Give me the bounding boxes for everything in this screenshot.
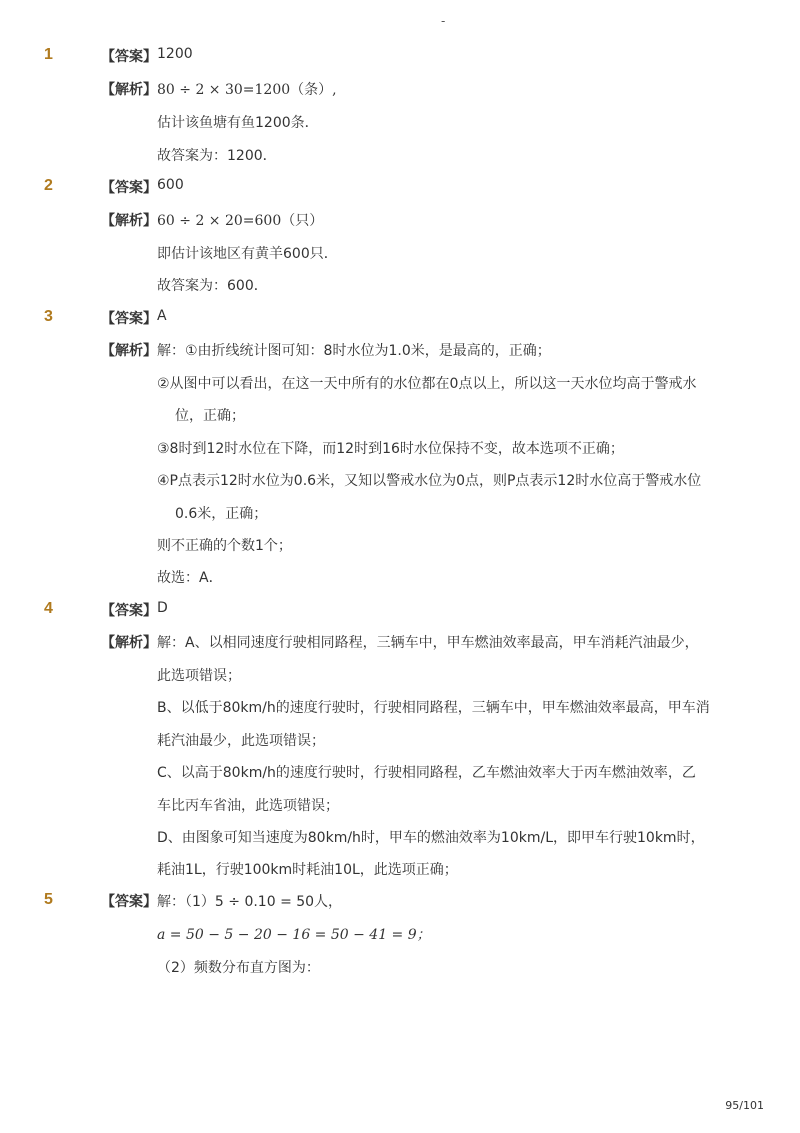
answer-label: 【答案】 xyxy=(101,311,157,327)
analysis-line: 车比丙车省油，此选项错误； xyxy=(157,798,339,814)
analysis-line: C、以高于80km/h的速度行驶时，行驶相同路程，乙车燃油效率大于丙车燃油效率，乙 xyxy=(157,765,696,781)
analysis-line: 位，正确； xyxy=(175,408,245,424)
question-number: 5 xyxy=(44,891,53,908)
top-mark: - xyxy=(441,14,446,28)
analysis-line: B、以低于80km/h的速度行驶时，行驶相同路程，三辆车中，甲车燃油效率最高，甲车消 xyxy=(157,700,710,716)
analysis-line: 此选项错误； xyxy=(157,668,241,684)
question-number: 4 xyxy=(44,600,53,617)
answer-label: 【答案】 xyxy=(101,894,157,910)
analysis-line: 估计该鱼塘有鱼1200条． xyxy=(157,115,319,131)
analysis-line: ④P点表示12时水位为0.6米，又知以警戒水位为0点，则P点表示12时水位高于警戒水位 xyxy=(157,473,702,489)
analysis-line: D、由图象可知当速度为80km/h时，甲车的燃油效率为10km/L，即甲车行驶10km时， xyxy=(157,830,705,846)
analysis-line: （2）频数分布直方图为： xyxy=(157,960,320,976)
analysis-line: 即估计该地区有黄羊600只． xyxy=(157,246,338,262)
analysis-line: 解：A、以相同速度行驶相同路程，三辆车中，甲车燃油效率最高，甲车消耗汽油最少， xyxy=(157,635,699,651)
analysis-line: 故答案为：1200． xyxy=(157,148,277,164)
analysis-line: ③8时到12时水位在下降，而12时到16时水位保持不变，故本选项不正确； xyxy=(157,441,624,457)
analysis-line: 耗汽油最少，此选项错误； xyxy=(157,733,325,749)
answer-text: A xyxy=(157,308,167,324)
answer-text: 1200 xyxy=(157,46,193,62)
question-number: 1 xyxy=(44,46,53,63)
question-number: 2 xyxy=(44,177,53,194)
analysis-line: a = 50 − 5 − 20 − 16 = 50 − 41 = 9； xyxy=(157,927,431,943)
analysis-line: 则不正确的个数1个； xyxy=(157,538,292,554)
analysis-line: 80 ÷ 2 × 30=1200（条）, xyxy=(157,82,337,98)
analysis-label: 【解析】 xyxy=(101,343,157,359)
answer-label: 【答案】 xyxy=(101,603,157,619)
analysis-line: 解：①由折线统计图可知：8时水位为1.0米，是最高的，正确； xyxy=(157,343,551,359)
answer-text: 解：（1）5 ÷ 0.10 = 50人， xyxy=(157,894,343,910)
analysis-label: 【解析】 xyxy=(101,82,157,98)
answer-text: D xyxy=(157,600,168,616)
answer-label: 【答案】 xyxy=(101,180,157,196)
answer-text: 600 xyxy=(157,177,184,193)
analysis-line: 60 ÷ 2 × 20=600（只） xyxy=(157,213,324,229)
page-number: 95/101 xyxy=(725,1099,764,1112)
question-number: 3 xyxy=(44,308,53,325)
analysis-line: 故答案为：600． xyxy=(157,278,268,294)
answer-label: 【答案】 xyxy=(101,49,157,65)
analysis-line: ②从图中可以看出，在这一天中所有的水位都在0点以上，所以这一天水位均高于警戒水 xyxy=(157,376,697,392)
analysis-label: 【解析】 xyxy=(101,635,157,651)
analysis-line: 故选：A． xyxy=(157,570,223,586)
analysis-line: 耗油1L，行驶100km时耗油10L，此选项正确； xyxy=(157,862,458,878)
analysis-label: 【解析】 xyxy=(101,213,157,229)
analysis-line: 0.6米，正确； xyxy=(175,506,268,522)
